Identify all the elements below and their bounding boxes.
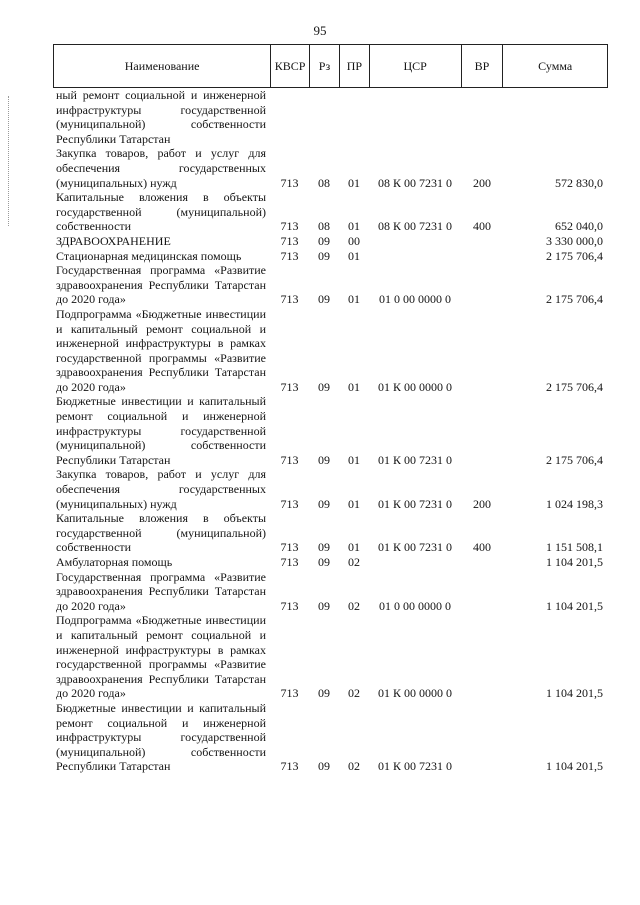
- row-rz: 09: [318, 248, 330, 263]
- header-kvsr: КВСР: [270, 45, 309, 87]
- row-name: Закупка товаров, работ и услуг для обеспечения государственных (муниципальных) нужд: [56, 467, 266, 511]
- row-vr: 400: [473, 540, 491, 555]
- table-row: [53, 190, 608, 234]
- row-kvsr: 713: [280, 540, 299, 555]
- row-sum: 1 104 201,5: [546, 555, 603, 569]
- row-pr: 01: [348, 379, 360, 394]
- row-rz: 08: [318, 175, 330, 190]
- row-sum: 2 175 706,4: [546, 248, 603, 263]
- row-kvsr: 713: [280, 686, 299, 701]
- row-kvsr: 713: [280, 452, 299, 467]
- page-number: 95: [313, 23, 327, 38]
- row-csr: 08 К 00 7231 0: [377, 175, 452, 190]
- row-sum: 2 175 706,4: [546, 379, 603, 394]
- row-rz: 08: [318, 219, 330, 234]
- row-csr: 01 К 00 7231 0: [377, 496, 452, 511]
- row-name: Стационарная медицинская помощь: [56, 248, 242, 263]
- row-sum: 1 104 201,5: [546, 598, 603, 613]
- row-name: Подпрограмма «Бюджетные инвестиции и капитальный ремонт социальной и инженерной инфраструктуры в рамках государственной программы «Развитие здравоохранения Республики Татарстан до 2020 года»: [56, 613, 266, 701]
- row-vr: 200: [473, 175, 491, 190]
- row-pr: 02: [348, 686, 360, 701]
- row-sum: 1 104 201,5: [546, 686, 603, 701]
- header-csr: ЦСР: [369, 45, 461, 87]
- row-kvsr: 713: [280, 175, 299, 190]
- table-row: [53, 394, 608, 467]
- table-row: [53, 88, 608, 146]
- row-csr: 01 К 00 0000 0: [377, 379, 452, 394]
- margin-binding-marks: [8, 96, 11, 226]
- row-sum: 572 830,0: [555, 175, 603, 190]
- row-rz: 09: [318, 555, 330, 569]
- table-header: [53, 44, 608, 88]
- row-kvsr: 713: [280, 598, 299, 613]
- row-sum: 1 104 201,5: [546, 759, 603, 774]
- table-row: [53, 555, 608, 570]
- header-sum: Сумма: [502, 45, 607, 87]
- row-pr: 01: [348, 175, 360, 190]
- row-name: ЗДРАВООХРАНЕНИЕ: [56, 233, 171, 248]
- row-csr: 01 К 00 0000 0: [377, 686, 452, 701]
- row-rz: 09: [318, 686, 330, 701]
- row-pr: 01: [348, 219, 360, 234]
- row-name: Капитальные вложения в объекты государственной (муниципальной) собственности: [56, 511, 266, 555]
- row-sum: 652 040,0: [555, 219, 603, 234]
- row-rz: 09: [318, 452, 330, 467]
- row-name: Закупка товаров, работ и услуг для обеспечения государственных (муниципальных) нужд: [56, 146, 266, 190]
- row-csr: 01 К 00 7231 0: [377, 540, 452, 555]
- table-row: [53, 234, 608, 249]
- row-name: Бюджетные инвестиции и капитальный ремонт социальной и инженерной инфраструктуры государственной (муниципальной) собственности Республики Татарстан: [56, 700, 266, 774]
- row-kvsr: 713: [280, 759, 299, 774]
- row-kvsr: 713: [280, 555, 299, 569]
- row-csr: 01 К 00 7231 0: [377, 452, 452, 467]
- row-sum: 3 330 000,0: [546, 233, 603, 248]
- row-name: Бюджетные инвестиции и капитальный ремонт социальной и инженерной инфраструктуры государственной (муниципальной) собственности Республики Татарстан: [56, 394, 266, 467]
- row-kvsr: 713: [280, 496, 299, 511]
- header-rz: Рз: [309, 45, 339, 87]
- row-rz: 09: [318, 598, 330, 613]
- row-name: Амбулаторная помощь: [56, 555, 173, 569]
- header-name: Наименование: [124, 58, 200, 73]
- row-rz: 09: [318, 540, 330, 555]
- row-sum: 1 151 508,1: [546, 540, 603, 555]
- row-sum: 1 024 198,3: [546, 496, 603, 511]
- header-pr: ПР: [339, 45, 369, 87]
- table-row: [53, 249, 608, 264]
- table-row: [53, 307, 608, 395]
- row-kvsr: 713: [280, 292, 299, 307]
- table-row: [53, 701, 608, 774]
- table-row: [53, 570, 608, 614]
- row-vr: 400: [473, 219, 491, 234]
- row-csr: 01 0 00 0000 0: [379, 292, 451, 307]
- table-row: [53, 613, 608, 701]
- table-row: [53, 511, 608, 555]
- row-pr: 00: [348, 233, 360, 248]
- row-rz: 09: [318, 759, 330, 774]
- header-vr: ВР: [461, 45, 503, 87]
- row-pr: 01: [348, 292, 360, 307]
- row-pr: 02: [348, 555, 360, 569]
- row-vr: 200: [473, 496, 491, 511]
- row-rz: 09: [318, 379, 330, 394]
- row-sum: 2 175 706,4: [546, 452, 603, 467]
- row-pr: 02: [348, 759, 360, 774]
- table-row: [53, 263, 608, 307]
- row-kvsr: 713: [280, 248, 299, 263]
- row-pr: 01: [348, 248, 360, 263]
- row-name: ный ремонт социальной и инженерной инфраструктуры государственной (муниципальной) собственности Республики Татарстан: [56, 88, 266, 146]
- row-csr: 01 К 00 7231 0: [377, 759, 452, 774]
- row-kvsr: 713: [280, 233, 299, 248]
- row-name: Подпрограмма «Бюджетные инвестиции и капитальный ремонт социальной и инженерной инфраструктуры в рамках государственной программы «Развитие здравоохранения Республики Татарстан до 2020 года»: [56, 306, 266, 394]
- row-kvsr: 713: [280, 379, 299, 394]
- table-row: [53, 467, 608, 511]
- row-name: Государственная программа «Развитие здравоохранения Республики Татарстан до 2020 года»: [56, 263, 266, 307]
- row-pr: 01: [348, 452, 360, 467]
- row-pr: 01: [348, 496, 360, 511]
- row-kvsr: 713: [280, 219, 299, 234]
- row-pr: 01: [348, 540, 360, 555]
- table-body: [53, 88, 608, 774]
- row-name: Капитальные вложения в объекты государственной (муниципальной) собственности: [56, 190, 266, 234]
- row-rz: 09: [318, 292, 330, 307]
- row-pr: 02: [348, 598, 360, 613]
- row-sum: 2 175 706,4: [546, 292, 603, 307]
- row-rz: 09: [318, 233, 330, 248]
- row-name: Государственная программа «Развитие здравоохранения Республики Татарстан до 2020 года»: [56, 569, 266, 613]
- row-csr: 01 0 00 0000 0: [379, 598, 451, 613]
- row-rz: 09: [318, 496, 330, 511]
- table-row: [53, 146, 608, 190]
- row-csr: 08 К 00 7231 0: [377, 219, 452, 234]
